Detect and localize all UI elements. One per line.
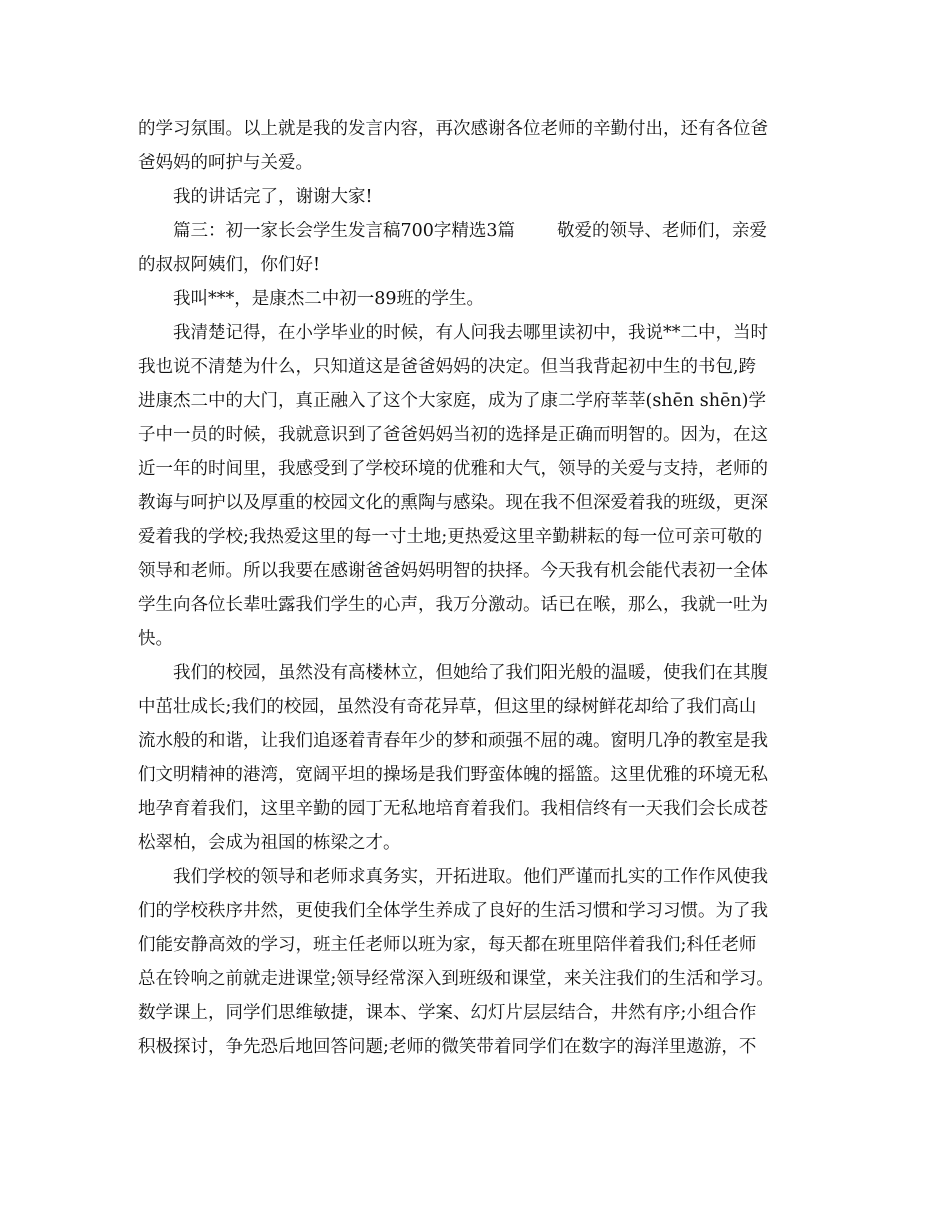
text-line: 进康杰二中的大门，真正融入了这个大家庭，成为了康二学府莘莘(shēn shēn)学 xyxy=(138,391,766,411)
text-line: 我的讲话完了，谢谢大家! xyxy=(173,187,373,207)
text-line: 爱着我的学校;我热爱这里的每一寸土地;更热爱这里辛勤耕耘的每一位可亲可敬的 xyxy=(138,527,763,547)
text-line: 我叫***，是康杰二中初一89班的学生。 xyxy=(173,289,485,309)
text-line: 爸妈妈的呵护与关爱。 xyxy=(138,153,313,173)
text-line: 总在铃响之前就走进课堂;领导经常深入到班级和课堂，来关注我们的生活和学习。 xyxy=(138,969,774,989)
section-heading: 篇三：初一家长会学生发言稿700字精选3篇 xyxy=(173,221,516,241)
text-line: 们的学校秩序井然，更使我们全体学生养成了良好的生活习惯和学习习惯。为了我 xyxy=(138,901,768,921)
text-line: 的叔叔阿姨们，你们好! xyxy=(138,255,321,275)
text-line: 领导和老师。所以我要在感谢爸爸妈妈明智的抉择。今天我有机会能代表初一全体 xyxy=(138,561,768,581)
text-line: 学生向各位长辈吐露我们学生的心声，我万分激动。话已在喉，那么，我就一吐为 xyxy=(138,595,768,615)
text-line: 子中一员的时候，我就意识到了爸爸妈妈当初的选择是正确而明智的。因为，在这 xyxy=(138,425,768,445)
text-line: 我也说不清楚为什么，只知道这是爸爸妈妈的决定。但当我背起初中生的书包,跨 xyxy=(138,357,757,377)
text-line: 我清楚记得，在小学毕业的时候，有人问我去哪里读初中，我说**二中，当时 xyxy=(173,323,768,343)
text-line: 我们学校的领导和老师求真务实，开拓进取。他们严谨而扎实的工作作风使我 xyxy=(173,867,768,887)
text-line: 我们的校园，虽然没有高楼林立，但她给了我们阳光般的温暖，使我们在其腹 xyxy=(173,663,768,683)
text-line: 们文明精神的港湾，宽阔平坦的操场是我们野蛮体魄的摇篮。这里优雅的环境无私 xyxy=(138,765,768,785)
text-line: 地孕育着我们，这里辛勤的园丁无私地培育着我们。我相信终有一天我们会长成苍 xyxy=(138,799,768,819)
text-line: 们能安静高效的学习，班主任老师以班为家，每天都在班里陪伴着我们;科任老师 xyxy=(138,935,757,955)
text-line: 松翠柏，会成为祖国的栋梁之才。 xyxy=(138,833,401,853)
text-line: 积极探讨，争先恐后地回答问题;老师的微笑带着同学们在数字的海洋里遨游，不 xyxy=(138,1037,757,1057)
text-line: 教诲与呵护以及厚重的校园文化的熏陶与感染。现在我不但深爱着我的班级，更深 xyxy=(138,493,768,513)
document-body xyxy=(138,112,814,1064)
text-line: 近一年的时间里，我感受到了学校环境的优雅和大气，领导的关爱与支持，老师的 xyxy=(138,459,768,479)
text-line: 快。 xyxy=(138,629,173,649)
greeting-text: 敬爱的领导、老师们，亲爱 xyxy=(557,221,768,241)
text-line: 数学课上，同学们思维敏捷，课本、学案、幻灯片层层结合，井然有序;小组合作 xyxy=(138,1003,757,1023)
section-heading-line xyxy=(138,214,814,248)
text-line: 的学习氛围。以上就是我的发言内容，再次感谢各位老师的辛勤付出，还有各位爸 xyxy=(138,119,768,139)
text-line: 中茁壮成长;我们的校园，虽然没有奇花异草，但这里的绿树鲜花却给了我们高山 xyxy=(138,697,757,717)
text-line: 流水般的和谐，让我们追逐着青春年少的梦和顽强不屈的魂。窗明几净的教室是我 xyxy=(138,731,768,751)
